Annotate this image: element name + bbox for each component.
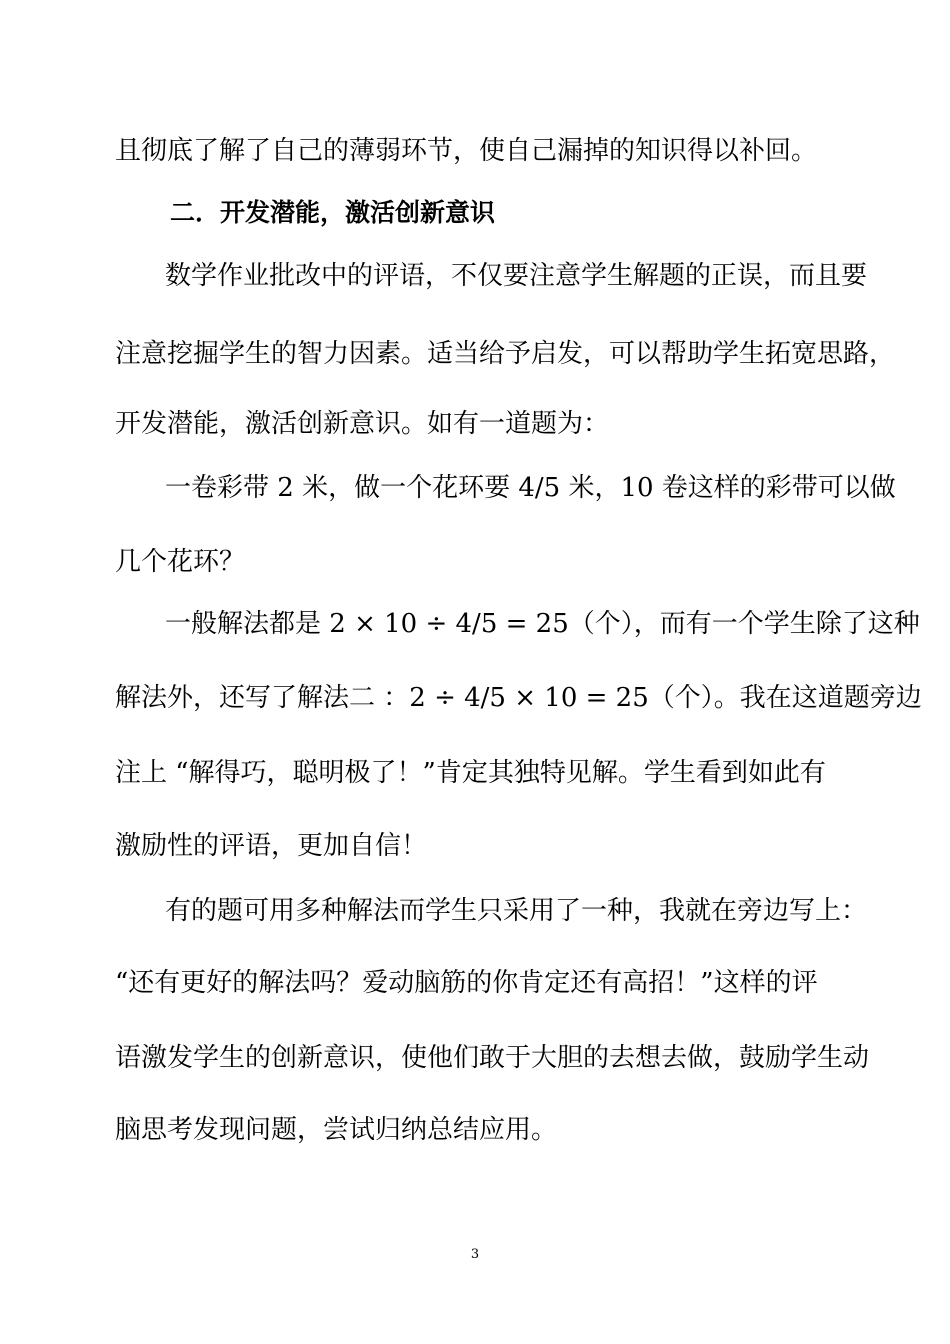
- paragraph-line: 数学作业批改中的评语，不仅要注意学生解题的正误，而且要: [165, 261, 868, 291]
- paragraph-line: 一般解法都是 2 × 10 ÷ 4/5 = 25（个），而有一个学生除了这种: [165, 609, 920, 639]
- paragraph-line: “还有更好的解法吗？爱动脑筋的你肯定还有高招！”这样的评: [115, 968, 818, 998]
- paragraph-line: 开发潜能，激活创新意识。如有一道题为：: [115, 409, 610, 439]
- paragraph-line: 激励性的评语，更加自信！: [115, 831, 428, 861]
- page-number: 3: [470, 1247, 480, 1262]
- paragraph-line: 且彻底了解了自己的薄弱环节，使自己漏掉的知识得以补回。: [115, 136, 818, 166]
- paragraph-line: 注意挖掘学生的智力因素。适当给予启发，可以帮助学生拓宽思路，: [115, 339, 896, 369]
- paragraph-line: 解法外，还写了解法二 ：2 ÷ 4/5 × 10 = 25（个）。我在这道题旁边: [115, 683, 922, 713]
- paragraph-line: 脑思考发现问题，尝试归纳总结应用。: [115, 1115, 558, 1145]
- paragraph-line: 几个花环？: [115, 547, 246, 577]
- paragraph-line: 语激发学生的创新意识，使他们敢于大胆的去想去做，鼓励学生动: [115, 1043, 870, 1073]
- paragraph-line: 有的题可用多种解法而学生只采用了一种，我就在旁边写上：: [165, 896, 868, 926]
- section-heading: 二．开发潜能，激活创新意识: [170, 198, 496, 227]
- paragraph-line: 一卷彩带 2 米，做一个花环要 4/5 米，10 卷这样的彩带可以做: [165, 473, 896, 503]
- paragraph-line: 注上 “解得巧，聪明极了！”肯定其独特见解。学生看到如此有: [115, 758, 826, 788]
